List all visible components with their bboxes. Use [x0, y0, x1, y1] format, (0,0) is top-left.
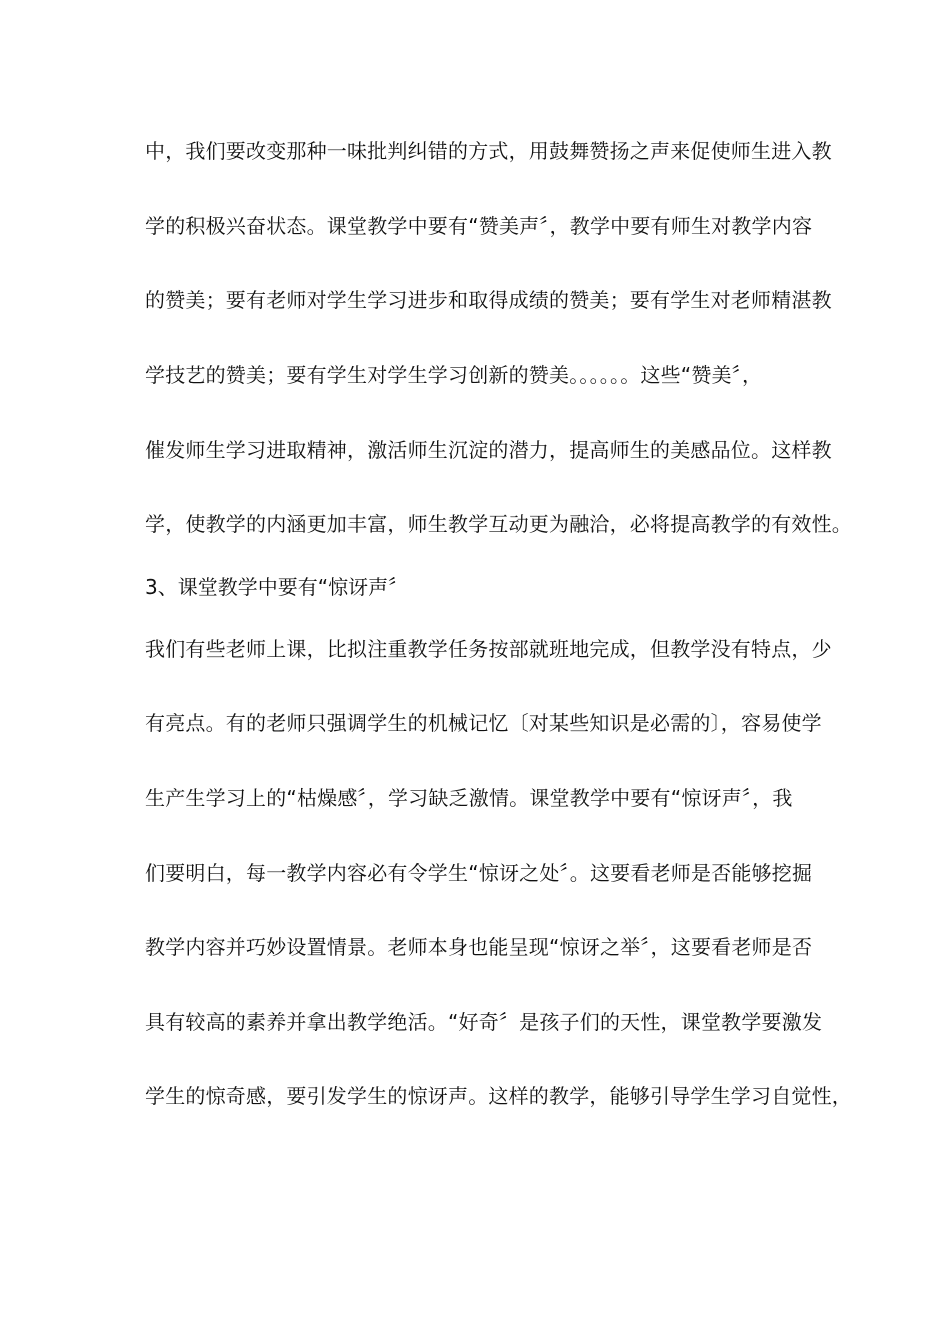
paragraph-1-line-1: 中，我们要改变那种一味批判纠错的方式，用鼓舞赞扬之声来促使师生进入教: [145, 139, 832, 163]
paragraph-1-line-6: 学，使教学的内涵更加丰富，师生教学互动更为融洽，必将提高教学的有效性。: [145, 512, 852, 536]
paragraph-1-line-3: 的赞美；要有老师对学生学习进步和取得成绩的赞美；要有学生对老师精湛教: [145, 288, 832, 312]
paragraph-2-line-4: 们要明白，每一教学内容必有令学生“惊讶之处〞。这要看老师是否能够挖掘: [145, 861, 813, 885]
paragraph-2-line-6: 具有较高的素养并拿出教学绝活。“好奇〞是孩子们的天性，课堂教学要激发: [145, 1010, 823, 1034]
paragraph-1-line-4: 学技艺的赞美；要有学生对学生学习创新的赞美。。。。。。这些“赞美〞，: [145, 363, 763, 387]
section-heading: 3、课堂教学中要有“惊讶声〞: [145, 575, 409, 599]
paragraph-2-line-3: 生产生学习上的“枯燥感〞，学习缺乏激情。课堂教学中要有“惊讶声〞，我: [145, 786, 793, 810]
paragraph-2-line-1: 我们有些老师上课，比拟注重教学任务按部就班地完成，但教学没有特点，少: [145, 637, 832, 661]
paragraph-1-line-2: 学的积极兴奋状态。课堂教学中要有“赞美声〞，教学中要有师生对教学内容: [145, 214, 813, 238]
paragraph-1-line-5: 催发师生学习进取精神，激活师生沉淀的潜力，提高师生的美感品位。这样教: [145, 438, 832, 462]
paragraph-2-line-7: 学生的惊奇感，要引发学生的惊讶声。这样的教学，能够引导学生学习自觉性，: [145, 1084, 852, 1108]
paragraph-2-line-5: 教学内容并巧妙设置情景。老师本身也能呈现“惊讶之举〞，这要看老师是否: [145, 935, 813, 959]
paragraph-2-line-2: 有亮点。有的老师只强调学生的机械记忆〔对某些知识是必需的〕，容易使学: [145, 711, 822, 735]
